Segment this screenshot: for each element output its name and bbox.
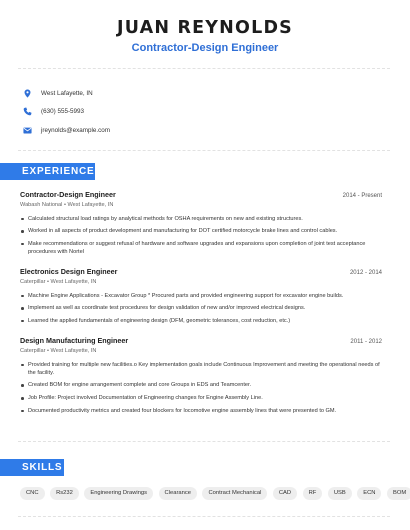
job-bullets: [20, 292, 382, 326]
skill-chip: Engineering Drawings: [84, 487, 153, 500]
experience-heading: EXPERIENCE: [0, 163, 95, 180]
bullet-item: Documented productivity metrics and created four blockers for locomotive engine assembly lines that were presented to GM.: [20, 407, 382, 415]
skill-chip: Contract Mechanical: [202, 487, 267, 500]
skill-chip: CAD: [273, 487, 297, 500]
job-dates: 2012 - 2014: [349, 270, 382, 276]
skills-list: [20, 487, 410, 500]
bullet-item: Implement as well as coordinate test procedures for design validation of new and/or improved electrical designs.: [20, 304, 382, 312]
skill-chip: RF: [303, 487, 323, 500]
bullet-item: Make recommendations or suggest refusal of hardware and software upgrades and expansions upon completion of joint test acceptance procedures with Nortel: [20, 240, 382, 256]
contact-email: [22, 121, 110, 139]
bullet-item: Worked in all aspects of product development and manufacturing for DOT certified motorcycle brake lines and control cables.: [20, 227, 382, 235]
contact-phone-text: (630) 555-5993: [41, 108, 85, 115]
contact-email-text: jreynolds@example.com: [41, 126, 111, 134]
contact-phone: [22, 103, 110, 121]
bullet-item: Learned the applied fundamentals of engineering design (DFM, geometric tolerances, cost reduction, etc.): [20, 317, 382, 325]
email-icon: [22, 125, 32, 135]
divider: [18, 150, 390, 151]
bullet-item: Provided training for multiple new facilities.o Key implementation goals include Continuous Improvement and meeting the operational needs of the facility.: [20, 361, 382, 377]
job-title: Design Manufacturing Engineer: [20, 336, 129, 345]
job-employer: Caterpillar • West Lafayette, IN: [20, 347, 97, 354]
skill-chip: ECN: [357, 487, 381, 500]
skill-chip: CNC: [20, 487, 45, 500]
skill-chip: Rs232: [50, 487, 79, 500]
skill-chip: USB: [328, 487, 352, 500]
skills-heading: SKILLS: [0, 459, 64, 476]
bullet-item: Machine Engine Applications - Excavator Group * Procured parts and provided engineering support for excavator engine builds.: [20, 292, 382, 300]
phone-icon: [22, 107, 32, 117]
divider: [18, 516, 390, 517]
divider: [18, 441, 390, 442]
job-title: Electronics Design Engineer: [20, 267, 118, 276]
job-title: Contractor-Design Engineer: [20, 190, 116, 199]
job-entry: [20, 190, 382, 261]
bullet-item: Job Profile: Project involved Documentation of Engineering changes for Engine Assembly Line.: [20, 394, 382, 402]
job-entry: [20, 336, 382, 420]
job-entry: [20, 267, 382, 330]
bullet-item: Calculated structural load ratings by analytical methods for OSHA requirements on new and existing structures.: [20, 215, 382, 223]
job-dates: 2014 - Present: [342, 193, 382, 199]
job-employer: Caterpillar • West Lafayette, IN: [20, 278, 97, 285]
contact-location: [22, 84, 110, 102]
job-dates: 2011 - 2012: [350, 339, 382, 345]
candidate-title: Contractor-Design Engineer: [131, 42, 279, 54]
candidate-name: JUAN REYNOLDS: [117, 18, 293, 38]
job-bullets: [20, 361, 382, 416]
skill-chip: BOM: [387, 487, 410, 500]
contact-location-text: West Lafayette, IN: [41, 89, 93, 97]
contact-list: [22, 84, 110, 140]
resume-header: [0, 18, 410, 54]
bullet-item: Created BOM for engine arrangement complete and core Groups in EDS and Teamcenter.: [20, 381, 382, 389]
location-pin-icon: [22, 88, 32, 98]
skill-chip: Clearance: [159, 487, 197, 500]
job-employer: Wabash National • West Lafayette, IN: [20, 201, 114, 208]
divider: [18, 68, 390, 69]
job-bullets: [20, 215, 382, 257]
